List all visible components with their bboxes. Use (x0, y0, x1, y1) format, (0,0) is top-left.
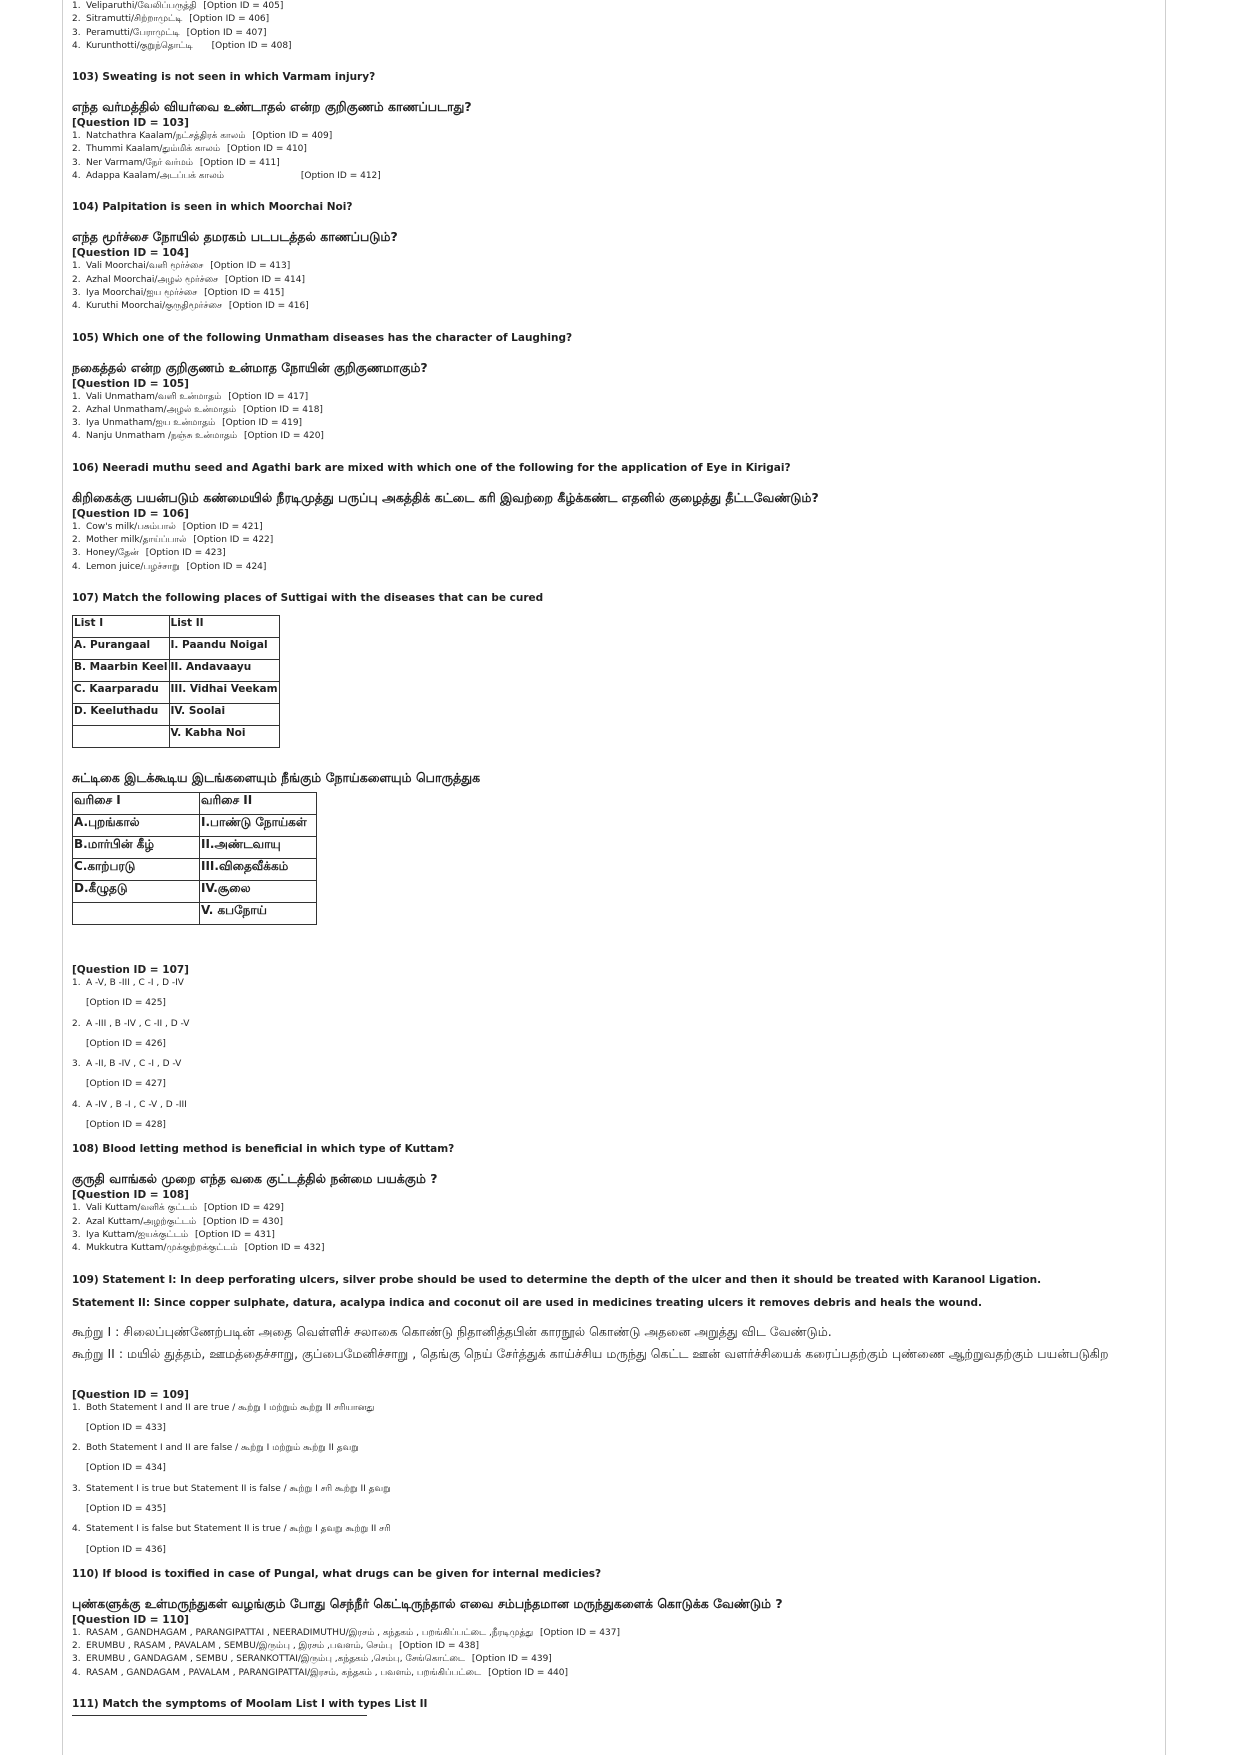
table-row (73, 681, 280, 703)
table-cell: I.பாண்டு நோய்கள் (200, 814, 317, 836)
table-cell: V. Kabha Noi (169, 725, 279, 747)
question-text-en: 106) Neeradi muthu seed and Agathi bark are mixed with which one of the following for the application of Eye in Kirigai? (72, 461, 791, 474)
option[interactable]: 1. Natchathra Kaalam/நட்சத்திரக் காலம் [Option ID = 409] (72, 131, 333, 142)
question-text-en: 103) Sweating is not seen in which Varmam injury? (72, 71, 376, 84)
question-text-ta: கிறிகைக்கு பயன்படும் கண்மையில் நீரடிமுத்து பருப்பு அகத்திக் கட்டை கரி இவற்றை கீழ்க்கண்ட எதனில் குழைத்து தீட்டவேண்டும்? (72, 489, 819, 505)
table-cell: III.விதைவீக்கம் (200, 858, 317, 880)
option[interactable]: 4. Adappa Kaalam/அடப்பக் காலம் [Option ID = 412] (72, 171, 381, 182)
question-text-ta: குருதி வாங்கல் முறை எந்த வகை குட்டத்தில் நன்மை பயக்கும் ? (72, 1171, 438, 1187)
table-cell: B. Maarbin Keel (73, 659, 170, 681)
page-border-left (62, 0, 63, 1755)
question-109 (72, 1273, 1232, 1557)
question-108 (72, 1142, 1232, 1255)
table-row (73, 814, 317, 836)
option[interactable]: 2. Azal Kuttam/அழற்குட்டம் [Option ID = 430] (72, 1216, 283, 1227)
statement-2-en: Statement II: Since copper sulphate, datura, acalypa indica and coconut oil are used in medicines treating ulcers it removes debris and heals the wound. (72, 1296, 982, 1309)
options-list (72, 1627, 1232, 1680)
question-text-ta: சுட்டிகை இடக்கூடிய இடங்களையும் நீங்கும் நோய்களையும் பொருத்துக (72, 769, 481, 785)
option[interactable]: 3. Statement I is true but Statement II is false / கூற்று I சரி கூற்று II தவறு [Option ID = 435] (72, 1483, 391, 1514)
option[interactable]: 1. Cow's milk/பசும்பால் [Option ID = 421] (72, 521, 263, 532)
table-cell (73, 725, 170, 747)
table-cell: D. Keeluthadu (73, 703, 170, 725)
option[interactable]: 1. Vali Unmatham/வளி உன்மாதம் [Option ID = 417] (72, 391, 309, 402)
question-id: [Question ID = 104] (72, 247, 189, 260)
option[interactable]: 4. Lemon juice/பழச்சாறு [Option ID = 424] (72, 561, 267, 572)
option[interactable]: 3. Peramutti/பேராமுட்டி [Option ID = 407] (72, 27, 267, 38)
option[interactable]: 3. Iya Unmatham/ஐய உன்மாதம் [Option ID = 419] (72, 418, 303, 429)
question-text-ta: எந்த மூர்ச்சை நோயில் தமரகம் படபடத்தல் காணப்படும்? (72, 229, 398, 245)
option[interactable]: 1. RASAM , GANDHAGAM , PARANGIPATTAI , NEERADIMUTHU/இரசம் , கந்தகம் , பறங்கிப்பட்டை ,நீரடிமுத்து [Option ID = 437] (72, 1627, 620, 1638)
options-list (72, 391, 1232, 444)
question-103 (72, 70, 1232, 183)
exam-page (72, 0, 1232, 1716)
question-text-ta: புண்களுக்கு உள்மருந்துகள் வழங்கும் போது செந்நீர் கெட்டிருந்தால் எவை சம்பந்தமான மருந்துகளைக் கொடுக்க வேண்டும் ? (72, 1595, 783, 1611)
table-row (73, 880, 317, 902)
option[interactable]: 1. Both Statement I and II are true / கூற்று I மற்றும் கூற்று II சரியானது [Option ID = 433] (72, 1402, 375, 1433)
option[interactable]: 1. Vali Kuttam/வளிக் குட்டம் [Option ID = 429] (72, 1203, 284, 1214)
table-top-border (72, 1715, 367, 1716)
table-cell: A.புறங்கால் (73, 814, 200, 836)
question-id: [Question ID = 103] (72, 117, 189, 130)
options-list (72, 260, 1232, 313)
table-cell: II. Andavaayu (169, 659, 279, 681)
table-row (73, 792, 317, 814)
option[interactable]: 1. A -V, B -III , C -I , D -IV [Option ID = 425] (72, 977, 184, 1009)
table-cell (73, 902, 200, 924)
option[interactable]: 2. Azhal Unmatham/அழல் உன்மாதம் [Option ID = 418] (72, 404, 323, 415)
options-list (72, 521, 1232, 574)
question-id: [Question ID = 110] (72, 1613, 189, 1626)
option[interactable]: 2. ERUMBU , RASAM , PAVALAM , SEMBU/இரும்பு , இரசம் ,பவளம், செம்பு [Option ID = 438] (72, 1641, 480, 1652)
match-table-ta (72, 792, 317, 925)
option[interactable]: 4. Statement I is false but Statement II is true / கூற்று I தவறு கூற்று II சரி [Option ID = 436] (72, 1524, 391, 1555)
table-cell: V. கபநோய் (200, 902, 317, 924)
options-list (72, 977, 1232, 1132)
table-cell: C. Kaarparadu (73, 681, 170, 703)
option[interactable]: 2. Both Statement I and II are false / கூற்று I மற்றும் கூற்று II தவறு [Option ID = 434] (72, 1443, 359, 1474)
question-111 (72, 1697, 1232, 1716)
question-text-en: 105) Which one of the following Unmatham diseases has the character of Laughing? (72, 331, 573, 344)
question-id: [Question ID = 108] (72, 1189, 189, 1202)
table-row (73, 703, 280, 725)
table-row (73, 836, 317, 858)
option[interactable]: 3. Honey/தேன் [Option ID = 423] (72, 548, 226, 559)
question-text-en: 108) Blood letting method is beneficial in which type of Kuttam? (72, 1143, 455, 1156)
option[interactable]: 4. Mukkutra Kuttam/முக்குற்றக்குட்டம் [Option ID = 432] (72, 1243, 325, 1254)
option[interactable]: 2. A -III , B -IV , C -II , D -V [Option ID = 426] (72, 1018, 190, 1049)
question-text-en: 110) If blood is toxified in case of Pungal, what drugs can be given for internal medicies? (72, 1567, 602, 1580)
q102-options (72, 0, 1232, 53)
option[interactable]: 4. A -IV , B -I , C -V , D -III [Option ID = 428] (72, 1099, 187, 1131)
table-cell: C.காற்பரடு (73, 858, 200, 880)
option[interactable]: 3. A -II, B -IV , C -I , D -V [Option ID = 427] (72, 1059, 182, 1090)
table-row (73, 725, 280, 747)
question-text-en: 104) Palpitation is seen in which Moorchai Noi? (72, 201, 353, 214)
option[interactable]: 1. Vali Moorchai/வளி மூர்ச்சை [Option ID = 413] (72, 261, 291, 272)
option[interactable]: 4. Kurunthotti/குறுந்தொட்டி [Option ID = 408] (72, 40, 292, 51)
question-107 (72, 591, 1232, 1132)
statement-1-ta: கூற்று I : சிலைப்புண்ணேற்படின் அதை வெள்ளிச் சலாகை கொண்டு நிதானித்தபின் காரநூல் கொண்டு அதனை அறுத்து விட வேண்டும். (72, 1323, 832, 1339)
table-cell: வரிசை II (200, 792, 317, 814)
question-106 (72, 461, 1232, 574)
table-row (73, 637, 280, 659)
option[interactable]: 2. Thummi Kaalam/தும்மிக் காலம் [Option ID = 410] (72, 144, 307, 155)
option[interactable]: 2. Sitramutti/சிற்றாமுட்டி [Option ID = 406] (72, 14, 270, 25)
option[interactable]: 3. Iya Moorchai/ஐய மூர்ச்சை [Option ID = 415] (72, 287, 285, 298)
options-list (72, 1202, 1232, 1255)
option[interactable]: 3. Iya Kuttam/ஐயக்குட்டம் [Option ID = 431] (72, 1229, 275, 1240)
match-table-en (72, 615, 280, 748)
table-cell: IV. Soolai (169, 703, 279, 725)
table-cell: List II (169, 615, 279, 637)
table-row (73, 659, 280, 681)
table-row (73, 902, 317, 924)
question-110 (72, 1567, 1232, 1680)
table-cell: IV.சூலை (200, 880, 317, 902)
question-id: [Question ID = 109] (72, 1388, 189, 1401)
table-cell: B.மார்பின் கீழ் (73, 836, 200, 858)
option[interactable]: 4. Kuruthi Moorchai/குருதிமூர்ச்சை [Option ID = 416] (72, 301, 309, 312)
question-text-en: 107) Match the following places of Suttigai with the diseases that can be cured (72, 591, 544, 604)
question-104 (72, 200, 1232, 313)
question-105 (72, 331, 1232, 444)
question-id: [Question ID = 106] (72, 507, 189, 520)
table-cell: List I (73, 615, 170, 637)
statement-1-en: 109) Statement I: In deep perforating ulcers, silver probe should be used to determine the depth of the ulcer and then it should be treated with Karanool Ligation. (72, 1273, 1042, 1286)
options-list (72, 1402, 1232, 1557)
option[interactable]: 2. Mother milk/தாய்ப்பால் [Option ID = 422] (72, 535, 274, 546)
option[interactable]: 4. Nanju Unmatham /நஞ்சு உன்மாதம் [Option ID = 420] (72, 431, 324, 442)
question-text-ta: நகைத்தல் என்ற குறிகுணம் உன்மாத நோயின் குறிகுணமாகும்? (72, 359, 428, 375)
option[interactable]: 1. Veliparuthi/வேலிப்பருத்தி [Option ID = 405] (72, 1, 284, 11)
table-cell: A. Purangaal (73, 637, 170, 659)
question-id: [Question ID = 105] (72, 377, 189, 390)
table-cell: III. Vidhai Veekam (169, 681, 279, 703)
option[interactable]: 3. Ner Varmam/நேர் வர்மம் [Option ID = 411] (72, 157, 280, 168)
table-cell: I. Paandu Noigal (169, 637, 279, 659)
question-id: [Question ID = 107] (72, 963, 189, 976)
table-cell: II.அண்டவாயு (200, 836, 317, 858)
question-text-en: 111) Match the symptoms of Moolam List I with types List II (72, 1698, 428, 1711)
statement-2-ta: கூற்று II : மயில் துத்தம், ஊமத்தைச்சாறு, குப்பைமேனிச்சாறு , தெங்கு நெய் சேர்த்துக் காய்ச்சிய மருந்து கெட்ட ஊன் வளர்ச்சியைக் கரைப்பதற்கும் புண்ணை ஆற்றுவதற்கும் பயன்படுகிற (72, 1345, 1109, 1361)
options-list (72, 130, 1232, 183)
table-cell: D.கீழுதடு (73, 880, 200, 902)
option[interactable]: 4. RASAM , GANDAGAM , PAVALAM , PARANGIPATTAI/இரசம், கந்தகம் , பவளம், பறங்கிப்பட்டை [Option ID = 440] (72, 1667, 569, 1678)
table-row (73, 615, 280, 637)
option[interactable]: 2. Azhal Moorchai/அழல் மூர்ச்சை [Option ID = 414] (72, 274, 305, 285)
table-cell: வரிசை I (73, 792, 200, 814)
option[interactable]: 3. ERUMBU , GANDAGAM , SEMBU , SERANKOTTAI/இரும்பு ,கந்தகம் ,செம்பு, சேங்கொட்டை [Option ID = 439] (72, 1654, 552, 1665)
table-row (73, 858, 317, 880)
question-text-ta: எந்த வர்மத்தில் வியர்வை உண்டாதல் என்ற குறிகுணம் காணப்படாது? (72, 99, 472, 115)
